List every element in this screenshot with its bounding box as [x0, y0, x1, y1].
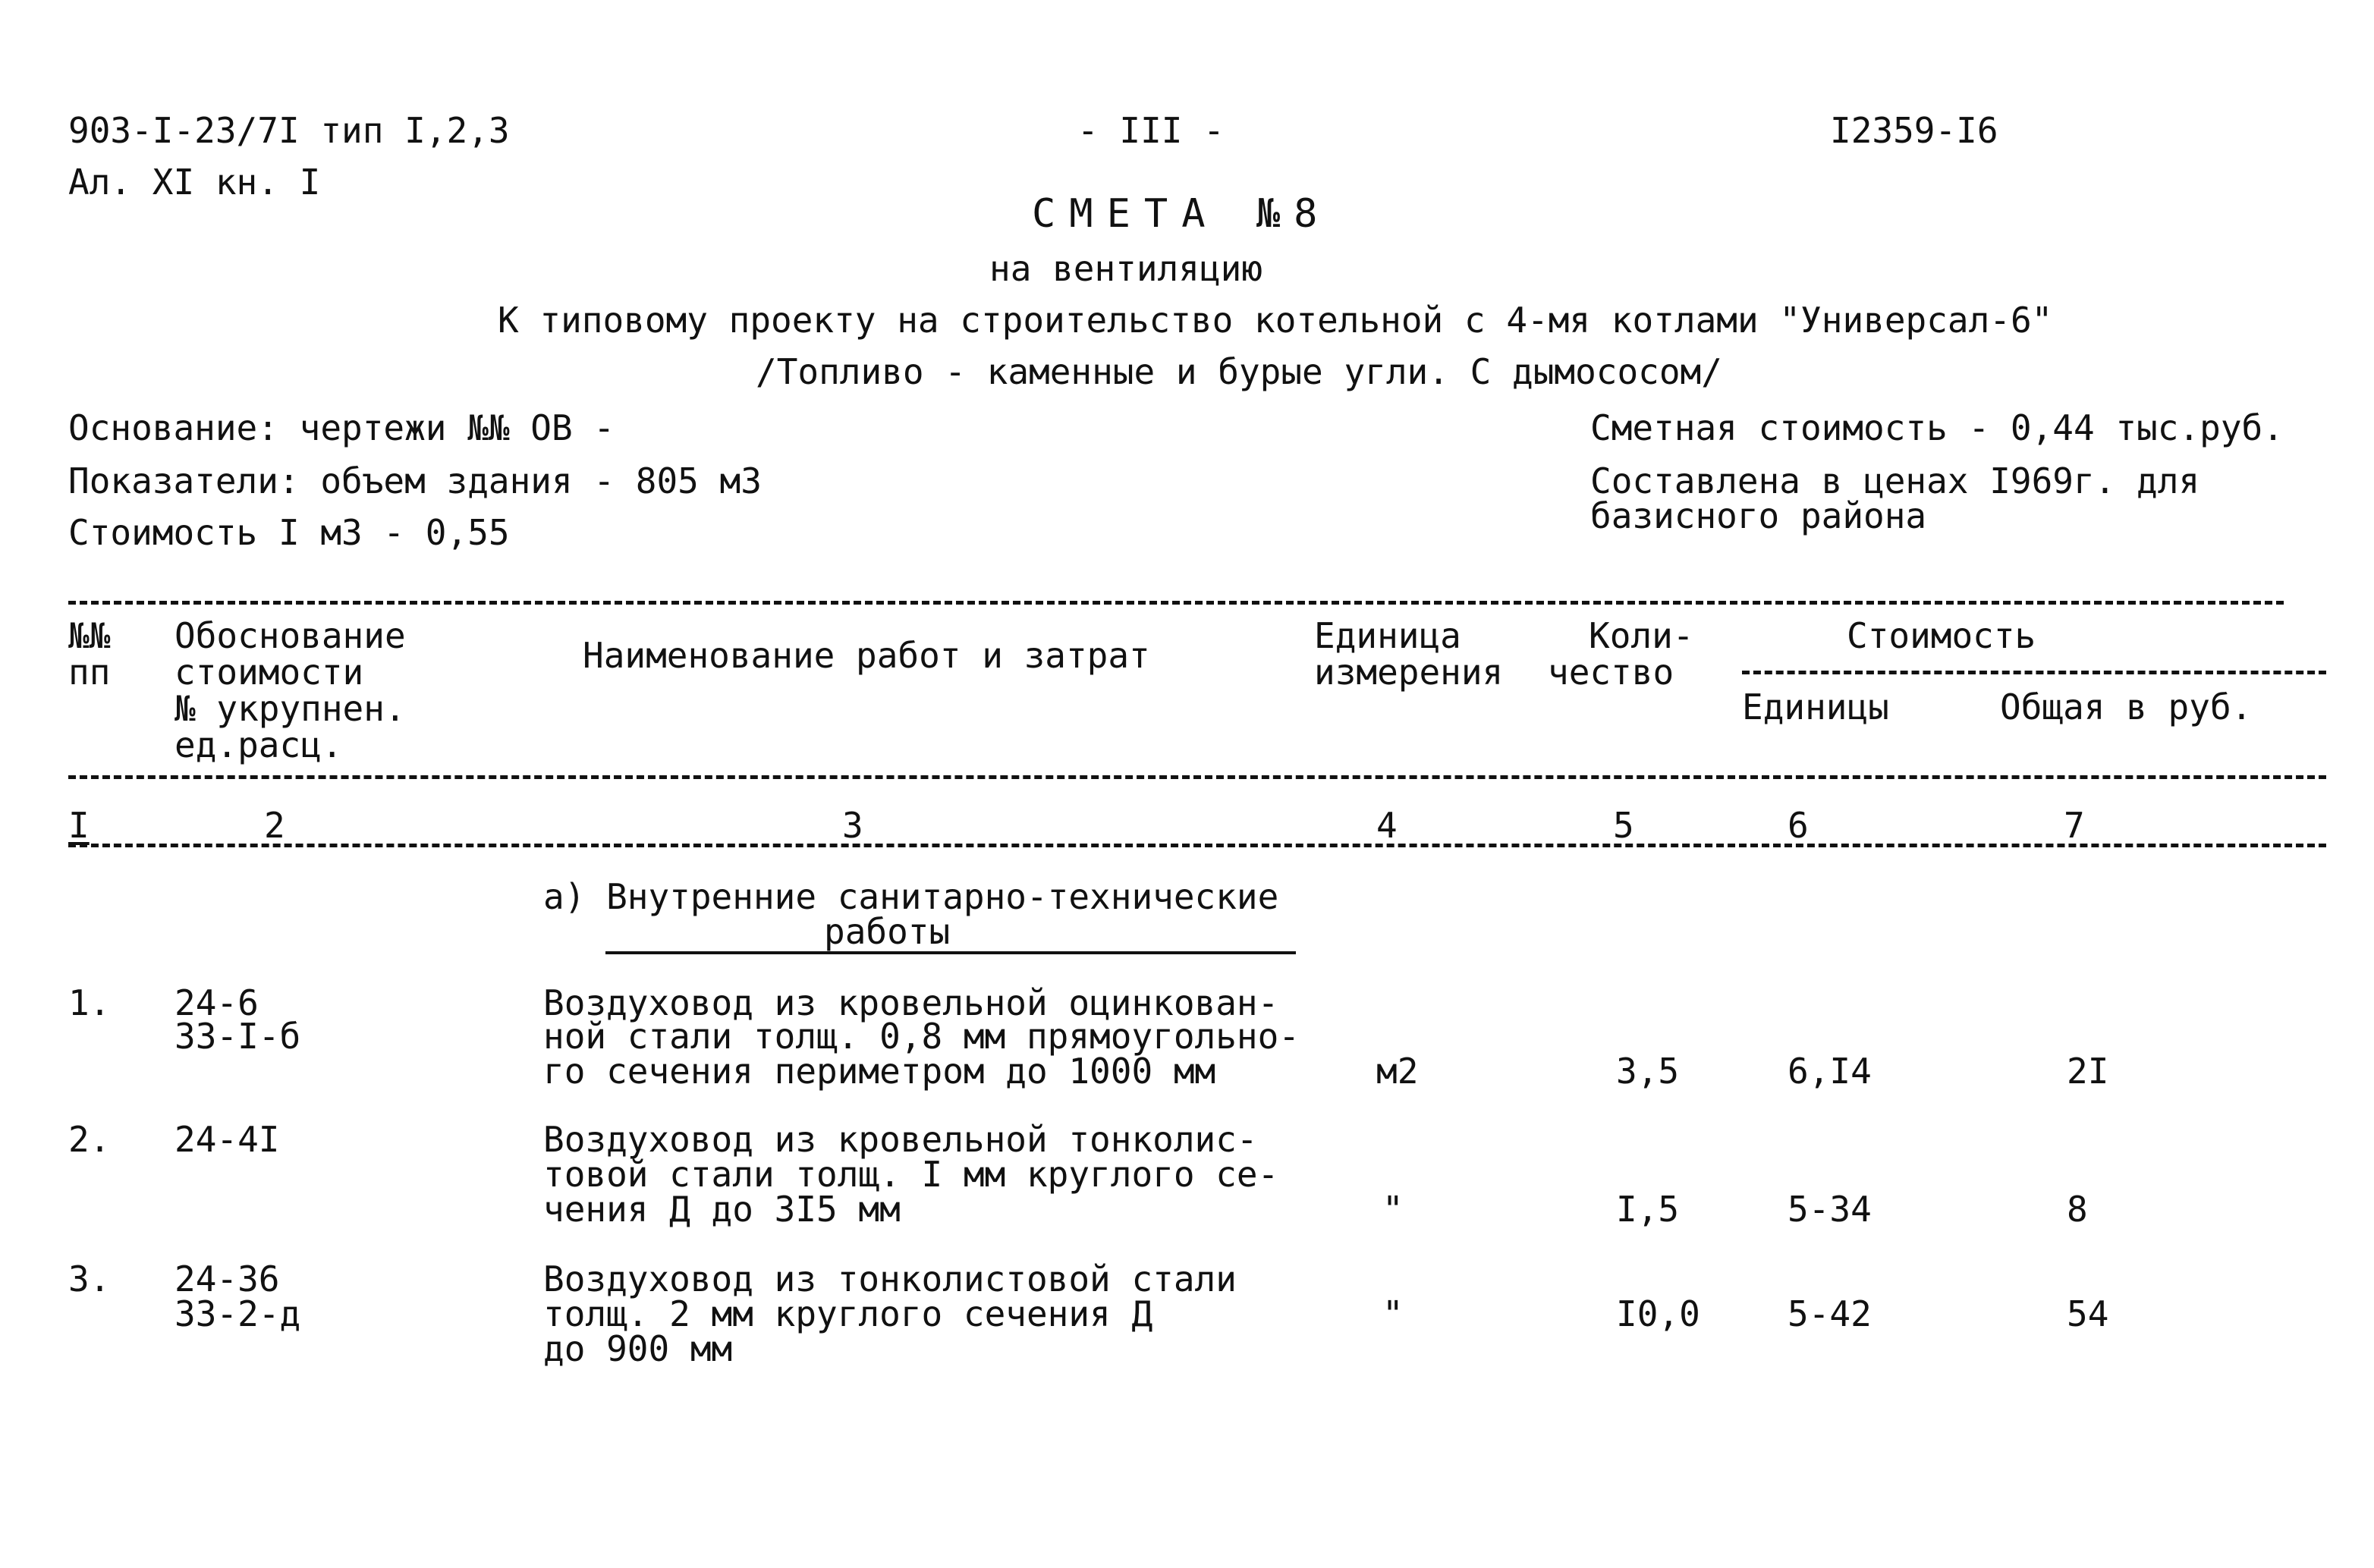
row-description: го сечения периметром до 1000 мм [543, 1051, 1216, 1092]
row-number: 1. [68, 982, 111, 1023]
header-col3: Наименование работ и затрат [583, 635, 1150, 676]
basis-line: Основание: чертежи №№ ОВ - [68, 407, 615, 448]
album-ref: Ал. XI кн. I [68, 162, 321, 203]
row-unit-cost: 6,I4 [1788, 1051, 1872, 1092]
row-unit-ditto: " [1382, 1189, 1404, 1230]
row-unit-ditto: " [1382, 1293, 1404, 1334]
header-cost-group: Стоимость [1847, 615, 2036, 656]
doc-code: 903-I-23/7I тип I,2,3 [68, 110, 510, 151]
column-number: 4 [1376, 805, 1398, 846]
section-title-line2: работы [824, 911, 951, 952]
cost-group-rule [1742, 671, 2326, 674]
row-code: 24-4I [175, 1119, 280, 1160]
row-total: 2I [2067, 1051, 2109, 1092]
row-number: 2. [68, 1119, 111, 1160]
doc-number: I2359-I6 [1830, 110, 1998, 151]
section-title: а) Внутренние санитарно-технические [543, 876, 1279, 917]
row-total: 8 [2067, 1189, 2088, 1230]
row-quantity: I,5 [1616, 1189, 1680, 1230]
row-number: 3. [68, 1258, 111, 1299]
row-description: Воздуховод из кровельной оцинкован- [543, 982, 1279, 1023]
header-col5-line1: Коли- [1589, 615, 1694, 656]
header-col7: Общая в руб. [2000, 687, 2253, 727]
header-col2-line3: № укрупнен. [175, 688, 406, 729]
row-description: товой стали толщ. I мм круглого се- [543, 1154, 1279, 1195]
prices-line-1: Составлена в ценах I969г. для [1590, 460, 2200, 501]
fuel-line: /Топливо - каменные и бурые угли. С дымососом/ [756, 351, 1722, 392]
row-quantity: I0,0 [1616, 1293, 1700, 1334]
section-title-underline [605, 951, 1296, 954]
row-description: ной стали толщ. 0,8 мм прямоугольно- [543, 1016, 1300, 1057]
page-subtitle: на вентиляцию [989, 248, 1263, 289]
column-number: 6 [1788, 805, 1809, 846]
row-description: Воздуховод из кровельной тонколис- [543, 1119, 1258, 1160]
header-col1-line2: пп [68, 652, 111, 693]
row-unit: м2 [1376, 1051, 1419, 1092]
row-description: до 900 мм [543, 1328, 733, 1369]
header-col5-line2: чество [1548, 652, 1674, 693]
row-description: Воздуховод из тонколистовой стали [543, 1258, 1237, 1299]
prices-line-2: базисного района [1590, 495, 1927, 536]
header-col2-line4: ед.расц. [175, 724, 343, 765]
header-col4-line2: измерения [1314, 652, 1504, 693]
page-number: - III - [1077, 110, 1225, 151]
project-line: К типовому проекту на строительство котельной с 4-мя котлами "Универсал-6" [498, 300, 2053, 341]
row-total: 54 [2067, 1293, 2109, 1334]
column-number: 5 [1613, 805, 1634, 846]
column-numbers-rule [68, 844, 2326, 847]
column-number: I [68, 805, 90, 846]
header-col4-line1: Единица [1314, 615, 1461, 656]
row-code: 24-36 [175, 1258, 280, 1299]
row-description: чения Д до 3I5 мм [543, 1189, 901, 1230]
header-col2-line2: стоимости [175, 652, 364, 693]
unit-cost-line: Стоимость I м3 - 0,55 [68, 512, 510, 553]
header-bottom-rule [68, 775, 2326, 779]
row-code: 33-I-б [175, 1016, 301, 1057]
column-number: 3 [842, 805, 863, 846]
table-top-rule [68, 601, 2284, 605]
row-unit-cost: 5-34 [1788, 1189, 1872, 1230]
estimated-cost-line: Сметная стоимость - 0,44 тыс.руб. [1590, 407, 2284, 448]
header-col2-line1: Обоснование [175, 615, 406, 656]
row-description: толщ. 2 мм круглого сечения Д [543, 1293, 1153, 1334]
page-title: СМЕТА №8 [1032, 191, 1332, 237]
indicators-line: Показатели: объем здания - 805 м3 [68, 460, 762, 501]
column-number: 2 [264, 805, 285, 846]
row-code: 33-2-д [175, 1293, 301, 1334]
row-code: 24-6 [175, 982, 259, 1023]
header-col1-line1: №№ [68, 615, 111, 656]
row-unit-cost: 5-42 [1788, 1293, 1872, 1334]
row-quantity: 3,5 [1616, 1051, 1680, 1092]
header-col6: Единицы [1742, 687, 1889, 727]
column-number: 7 [2064, 805, 2085, 846]
